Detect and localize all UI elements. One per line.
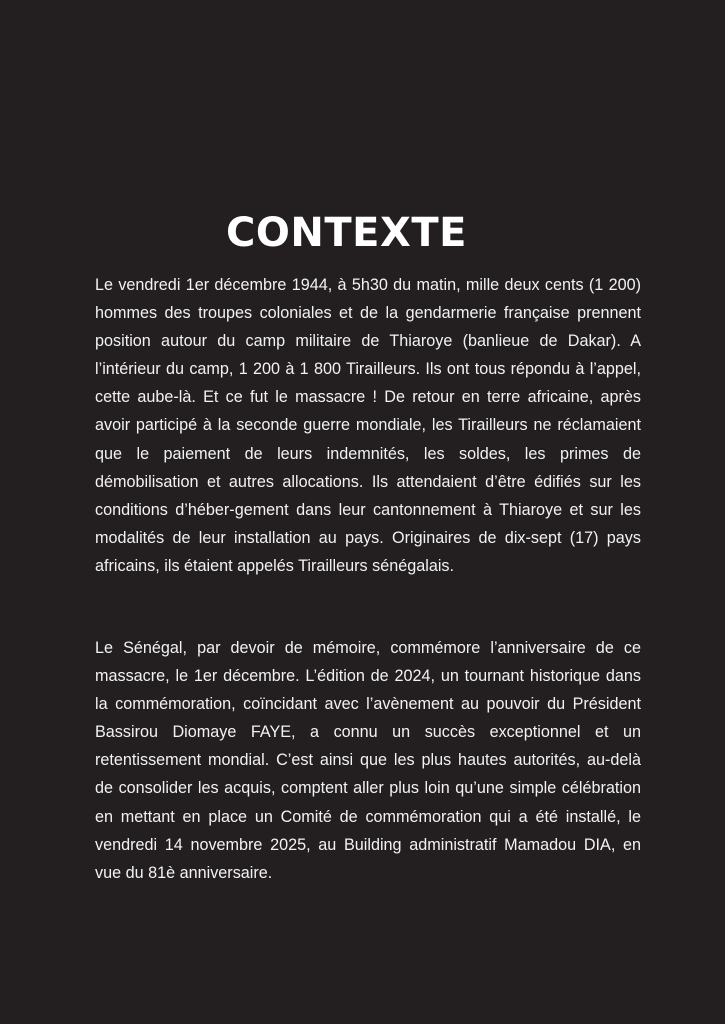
paragraph-2: Le Sénégal, par devoir de mémoire, commémore l’anniversaire de ce massacre, le 1er décembre. L’édition de 2024, un tournant historique dans la commémoration, coïncidant avec l’avènement au pouvoir du Président Bassirou Diomaye FAYE, a connu un succès exceptionnel et un retentissement mondial. C’est ainsi que les plus hautes autorités, au-delà de consolider les acquis, comptent aller plus loin qu’une simple célébration en mettant en place un Comité de commémoration qui a été installé, le vendredi 14 novembre 2025, au Building administratif Mamadou DIA, en vue du 81è anniversaire. (95, 639, 641, 882)
page-title: CONTEXTE (226, 209, 467, 256)
paragraph-1: Le vendredi 1er décembre 1944, à 5h30 du matin, mille deux cents (1 200) hommes des troupes coloniales et de la gendarmerie française prennent position autour du camp militaire de Thiaroye (banlieue de Dakar). A l’intérieur du camp, 1 200 à 1 800 Tirailleurs. Ils ont tous répondu à l’appel, cette aube-là. Et ce fut le massacre ! De retour en terre africaine, après avoir participé à la seconde guerre mondiale, les Tirailleurs ne réclamaient que le paiement de leurs indemnités, les soldes, les primes de démobilisation et autres allocations. Ils attendaient d’être édifiés sur les conditions d’héber-gement dans leur cantonnement à Thiaroye et sur les modalités de leur installation au pays. Originaires de dix-sept (17) pays africains, ils étaient appelés Tirailleurs sénégalais. (95, 276, 641, 575)
